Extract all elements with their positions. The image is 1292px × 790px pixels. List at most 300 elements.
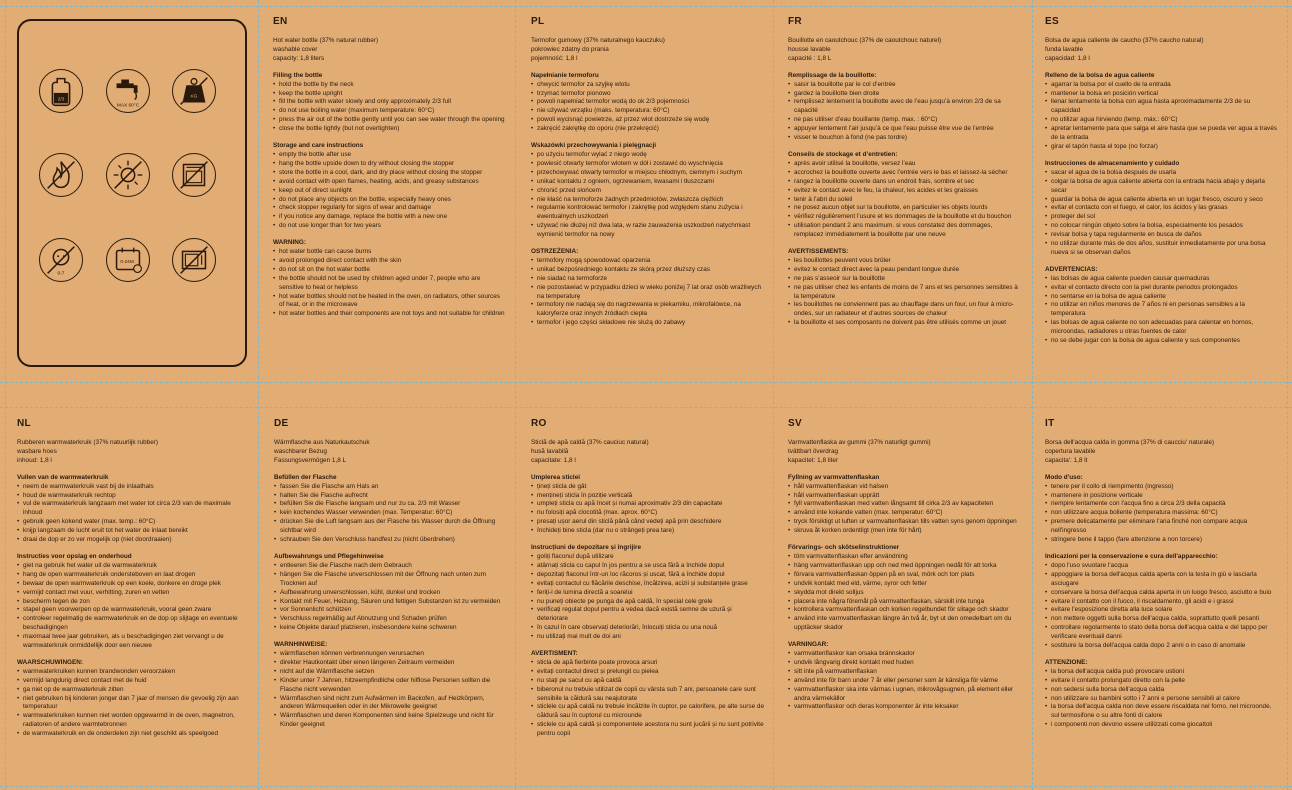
instruction-list — [1045, 562, 1281, 651]
instruction-item: • biberonul nu trebuie utilizat de copii cu vârsta sub 7 ani, persoanele care sunt sensibile la căldură sau neajutorate — [531, 686, 764, 704]
instruction-item: • powoli wycisnąć powietrze, aż przez wlot dostrzeże się wodę — [531, 116, 763, 125]
instruction-item: • houd de warmwaterkruik rechtop — [17, 492, 250, 501]
intro-line: Sticlă de apă caldă (37% cauciuc natural) — [531, 439, 649, 446]
instruction-item: • premere delicatamente per eliminare l'aria finché non compare acqua nell'ingresso — [1045, 518, 1281, 536]
instruction-item: • apretar lentamente para que salga el aire hasta que se pueda ver agua a través de la entrada — [1045, 125, 1281, 143]
section-title: VARNINGAR: — [788, 641, 829, 649]
instruction-item: • Kontakt mit Feuer, Heizung, Säuren und fettigen Substanzen ist zu vermeiden — [274, 598, 507, 607]
instruction-item: • hot water bottles and their components are not toys and not suitable for children — [273, 310, 505, 319]
section-title: Filling the bottle — [273, 71, 323, 79]
instruction-list — [274, 562, 507, 633]
instruction-item: • the bottle should not be used by children aged under 7, people who are sensitive to heat or helpless — [273, 275, 505, 293]
intro-line: Bolsa de agua caliente de caucho (37% caucho natural) — [1045, 37, 1204, 44]
intro-line: Varmvattenflaska av gummi (37% naturligt gummi) — [788, 439, 931, 446]
instruction-item: • la borsa dell'acqua calda può provocare ustioni — [1045, 668, 1281, 677]
instruction-item: • check stopper regularly for signs of wear and damage — [273, 204, 505, 213]
instruction-item: • no utilizar durante más de dos años, sustituir inmediatamente por una bolsa nueva si se observan daños — [1045, 240, 1281, 258]
instruction-item: • în cazul în care observați deteriorări, înlocuiți sticla cu una nouă — [531, 624, 764, 633]
instruction-item: • placera inte några föremål på varmvattenflaskan, särskilt inte tunga — [788, 598, 1022, 607]
instruction-item: • sacar el agua de la bolsa después de usarla — [1045, 169, 1281, 178]
instruction-item: • stringere bene il tappo (fare attenzione a non torcere) — [1045, 536, 1281, 545]
instruction-item: • varmvattenflaskor och deras komponenter är inte leksaker — [788, 703, 1022, 712]
instruction-item: • evitare l'esposizione diretta alla luce solare — [1045, 606, 1281, 615]
instruction-item: • remplissez lentement la bouillotte avec de l’eau jusqu’à environ 2/3 de sa capacité — [788, 98, 1022, 116]
instruction-item: • nie siadać na termoforze — [531, 275, 763, 284]
intro-line: Borsa dell'acqua calda in gomma (37% di caucciu' naturale) — [1045, 439, 1215, 446]
instruction-item: • tryck försiktigt ut luften ur varmvattenflaskan tills vatten syns genom öppningen — [788, 518, 1022, 527]
instruction-item: • hot water bottle can cause burns — [273, 248, 505, 257]
product-intro — [788, 439, 1022, 466]
instruction-item: • evitați contactul direct și prelungit cu pielea — [531, 668, 764, 677]
instruction-section — [273, 142, 505, 231]
instruction-item: • fill the bottle with water slowly and only approximately 2/3 full — [273, 98, 505, 107]
instruction-item: • do not sit on the hot water bottle — [273, 266, 505, 275]
section-title: Remplissage de la bouillotte: — [788, 71, 877, 79]
section-title: WAARSCHUWINGEN: — [17, 658, 84, 666]
instruction-item: • fassen Sie die Flasche am Hals an — [274, 483, 507, 492]
instruction-section — [788, 474, 1022, 536]
intro-line: pojemność: 1,8 l — [531, 54, 578, 62]
instruction-item: • regularnie kontrolować termofor i zakrętkę pod względem stanu zużycia i ewentualnych uszkodzeń — [531, 204, 763, 222]
section-title: Instructies voor opslag en onderhoud — [17, 552, 132, 560]
instruction-item: • giet na gebruik het water uit de warmwaterkruik — [17, 562, 250, 571]
intro-line: tvättbart överdrag — [788, 447, 839, 455]
instruction-item: • las bolsas de agua caliente no son adecuadas para calentar en hornos, microondas, radiadores u otras fuentes de calor — [1045, 319, 1281, 337]
instruction-item: • vermijd contact met vuur, verhitting, zuren en vetten — [17, 589, 250, 598]
instruction-item: • de warmwaterkruik en de onderdelen zijn niet geschikt als speelgoed — [17, 730, 250, 739]
instruction-item: • vul de warmwaterkruik langzaam met water tot circa 2/3 van de maximale inhoud — [17, 500, 250, 518]
instruction-item: • appoggiare la borsa dell'acqua calda aperta con la testa in giù e lasciarla asciugare — [1045, 571, 1281, 589]
instruction-item: • nie kłaść na termoforze żadnych przedmiotów, zwłaszcza ciężkich — [531, 196, 763, 205]
instruction-section — [273, 239, 505, 319]
intro-line: waschbarer Bezug — [274, 447, 327, 455]
product-intro — [1045, 439, 1281, 466]
instruction-section — [1045, 72, 1281, 152]
section-title: Storage and care instructions — [273, 142, 364, 150]
instruction-item: • termofory mogą spowodować oparzenia — [531, 257, 763, 266]
instruction-item: • Kinder unter 7 Jahren, hitzeempfindliche oder hilflose Personen sollten die Flasche nicht verwenden — [274, 677, 507, 695]
instruction-section — [1045, 160, 1281, 258]
instruction-list — [788, 483, 1022, 536]
instruction-item: • sostituire la borsa dell'acqua calda dopo 2 anni o in caso di anomalie — [1045, 642, 1281, 651]
intro-line: Bouillotte en caoutchouc (37% de caoutchouc naturel) — [788, 37, 942, 44]
no-children-under-7-icon — [39, 238, 83, 282]
instruction-item: • przechowywać otwarty termofor w miejscu chłodnym, ciemnym i suchym — [531, 169, 763, 178]
instruction-item: • țineți sticla de gât — [531, 483, 764, 492]
instruction-item: • conservare la borsa dell'acqua calda aperta in un luogo fresco, asciutto e buio — [1045, 589, 1281, 598]
instruction-item: • ga niet op de warmwaterkruik zitten — [17, 686, 250, 695]
instruction-item: • presați ușor aerul din sticlă până când vedeți apă prin deschidere — [531, 518, 764, 527]
instruction-section — [1045, 659, 1281, 730]
instruction-item: • riempire lentamente con l'acqua fino a circa 2/3 della capacità — [1045, 500, 1281, 509]
instruction-item: • sticlele cu apă caldă nu trebuie încălzite în cuptor, pe caloriferе, pe alte surse de căldură sau în cuptorul cu microunde — [531, 703, 764, 721]
product-intro — [17, 439, 250, 466]
no-oven-icon — [172, 153, 216, 197]
instruction-section — [274, 641, 507, 730]
instruction-item: • las bolsas de agua caliente pueden causar quemaduras — [1045, 275, 1281, 284]
intro-line: pokrowiec zdatny do prania — [531, 45, 609, 53]
instruction-item: • trzymać termofor pionowo — [531, 90, 763, 99]
instruction-item: • varmvattenflaskor ska inte värmas i ugnen, mikrovågsugnen, på element eller andra värmekällor — [788, 686, 1022, 704]
instruction-item: • agarrar la bolsa por el cuello de la entrada — [1045, 81, 1281, 90]
instruction-section — [1045, 553, 1281, 651]
instruction-item: • drücken Sie die Luft langsam aus der Flasche bis Wasser durch die Öffnung sichtbar wird — [274, 518, 507, 536]
section-title: Napełnianie termoforu — [531, 71, 599, 79]
intro-line: inhoud: 1,8 l — [17, 456, 52, 464]
instruction-item: • befüllen Sie die Flasche langsam und nur zu ca. 2/3 mit Wasser — [274, 500, 507, 509]
instruction-item: • unikać kontaktu z ogniem, ogrzewaniem, kwasami i tłuszczami — [531, 178, 763, 187]
language-code: EN — [273, 16, 288, 27]
product-intro — [531, 37, 763, 64]
language-column-fr — [788, 16, 1022, 378]
instruction-item: • nu stați pe sacul cu apă caldă — [531, 677, 764, 686]
intro-line: capacity: 1,8 liters — [273, 54, 325, 62]
instruction-item: • termofor i jego części składowe nie służą do zabawy — [531, 319, 763, 328]
instruction-item: • unikać bezpośredniego kontaktu ze skórą przez dłuższy czas — [531, 266, 763, 275]
instruction-item: • bescherm tegen de zon — [17, 598, 250, 607]
language-code: PL — [531, 16, 545, 27]
instruction-item: • appuyer lentement l’air jusqu’à ce que l’eau puisse être vue de l’entrée — [788, 125, 1022, 134]
instruction-item: • rangez la bouillotte ouverte dans un endroit frais, sombre et sec — [788, 178, 1022, 187]
instruction-item: • Verschluss regelmäßig auf Abnutzung und Schaden prüfen — [274, 615, 507, 624]
instruction-item: • nie pozostawiać w przypadku dzieci w wieku poniżej 7 lat oraz osób wrażliwych na temperaturę — [531, 284, 763, 302]
instruction-item: • nu utilizați mai mult de doi ani — [531, 633, 764, 642]
instruction-section — [273, 72, 505, 134]
instruction-item: • zakręcić zakrętkę do oporu (nie przekręcić) — [531, 125, 763, 134]
instruction-item: • termofory nie nadają się do nagrzewania w piekarniku, mikrofalówce, na kaloryferze oraz innych źródłach ciepła — [531, 301, 763, 319]
instruction-item: • controleer regelmatig de warmwaterkruik en de dop op slijtage en eventuele beschadigingen — [17, 615, 250, 633]
intro-line: washable cover — [273, 45, 318, 53]
product-intro — [531, 439, 764, 466]
section-title: WARNING: — [273, 239, 307, 247]
intro-line: Wärmflasche aus Naturkautschuk — [274, 439, 370, 446]
instruction-list — [273, 151, 505, 231]
instruction-section — [788, 248, 1022, 328]
language-code: ES — [1045, 16, 1059, 27]
instruction-item: • close the bottle tightly (but not overtighten) — [273, 125, 505, 134]
instruction-item: • empty the bottle after use — [273, 151, 505, 160]
instruction-item: • powoli napełniać termofor wodą do ok 2/3 pojemności — [531, 98, 763, 107]
instruction-item: • kein kochendes Wasser verwenden (max. Temperatur: 60°C) — [274, 509, 507, 518]
instruction-section — [1045, 474, 1281, 545]
instruction-section — [17, 659, 250, 739]
instruction-item: • tenir à l’abri du soleil — [788, 196, 1022, 205]
instruction-item: • ne posez aucun objet sur la bouillotte, en particulier les objets lourds — [788, 204, 1022, 213]
svg-text:2/3: 2/3 — [57, 97, 65, 103]
instruction-item: • använd inte kokande vatten (max. temperatur: 60°C) — [788, 509, 1022, 518]
no-fire-icon — [39, 153, 83, 197]
instruction-item: • verificați regulat dopul pentru a vedea dacă există semne de uzură și deteriorare — [531, 606, 764, 624]
section-title: Relleno de la bolsa de agua caliente — [1045, 71, 1155, 79]
language-code: RO — [531, 418, 547, 429]
instruction-item: • no sentarse en la bolsa de agua caliente — [1045, 293, 1281, 302]
no-sun-icon — [106, 153, 150, 197]
instruction-section — [788, 544, 1022, 633]
instruction-item: • vérifiez régulièrement l’usure et les dommages de la bouillotte et du bouchon — [788, 213, 1022, 222]
instruction-item: • goliți flaconul după utilizare — [531, 553, 764, 562]
language-column-ro — [531, 418, 764, 784]
instruction-item: • ne pas utiliser d’eau bouillante (temp. max. : 60°C) — [788, 116, 1022, 125]
instruction-section — [788, 72, 1022, 143]
instruction-list — [788, 553, 1022, 633]
instruction-item: • undvik långvarig direkt kontakt med huden — [788, 659, 1022, 668]
instruction-item: • guardar la bolsa de agua caliente abierta en un lugar fresco, oscuro y seco — [1045, 196, 1281, 205]
section-title: OSTRZEŻENIA: — [531, 248, 579, 256]
svg-text:0-7: 0-7 — [57, 271, 65, 277]
instruction-item: • Wärmflaschen sind nicht zum Aufwärmen im Backofen, auf Heizkörpern, anderen Wärmequellen oder in der Mikrowelle geeignet — [274, 695, 507, 713]
instruction-section — [788, 641, 1022, 712]
intro-line: capacité : 1,8 L — [788, 54, 832, 62]
instruction-item: • nu folosiți apă clocotită (max. aprox. 60°C) — [531, 509, 764, 518]
instruction-item: • les bouillottes ne conviennent pas au chauffage dans un four, un four à micro-ondes, sur un radiateur et d’autres sources de chaleur — [788, 301, 1022, 319]
instruction-list — [17, 668, 250, 739]
instruction-item: • saisir la bouillotte par le col d’entrée — [788, 81, 1022, 90]
instruction-section — [274, 553, 507, 633]
product-intro — [788, 37, 1022, 64]
instruction-item: • no se debe jugar con la bolsa de agua caliente y sus componentes — [1045, 337, 1281, 346]
instruction-item: • maximaal twee jaar gebruiken, als u beschadigingen ziet vervangt u de warmwaterkruik onmiddellijk door een nieuwe — [17, 633, 250, 651]
instruction-list — [274, 650, 507, 730]
instruction-item: • używać nie dłużej niż dwa lata, w razie zauważenia uszkodzeń natychmiast wymienić termofor na nowy — [531, 222, 763, 240]
intro-line: housse lavable — [788, 45, 831, 53]
instruction-list — [1045, 668, 1281, 730]
instruction-section — [1045, 266, 1281, 346]
instruction-item: • press the air out of the bottle gently until you can see water through the opening — [273, 116, 505, 125]
instruction-item: • do not place any objects on the bottle, especially heavy ones — [273, 196, 505, 205]
section-title: Wskazówki przechowywania i pielęgnacji — [531, 142, 657, 150]
section-title: Instrucțiuni de depozitare și îngrijire — [531, 544, 642, 552]
instruction-item: • entleeren Sie die Flasche nach dem Gebrauch — [274, 562, 507, 571]
instruction-item: • do not use boiling water (maximum temperature: 60°C) — [273, 107, 505, 116]
instruction-item: • do not use longer than for two years — [273, 222, 505, 231]
instruction-item: • les bouillottes peuvent vous brûler — [788, 257, 1022, 266]
language-code: SV — [788, 418, 802, 429]
instruction-item: • llenar lentamente la bolsa con agua hasta aproximadamente 2/3 de su capacidad — [1045, 98, 1281, 116]
instruction-item: • avoid contact with open flames, heating, acids, and greasy substances — [273, 178, 505, 187]
section-title: Indicazioni per la conservazione e cura dell'apparecchio: — [1045, 552, 1218, 560]
instruction-item: • non mettere oggetti sulla borsa dell'acqua calda, soprattutto quelli pesanti — [1045, 615, 1281, 624]
instruction-item: • direkter Hautkontakt über einen längeren Zeitraum vermeiden — [274, 659, 507, 668]
language-column-sv — [788, 418, 1022, 784]
instruction-item: • hot water bottles should not be heated in the oven, on radiators, other sources of heat, or in the microwave — [273, 293, 505, 311]
instruction-item: • après avoir utilisé la bouillotte, versez l’eau — [788, 160, 1022, 169]
instruction-item: • vermijd langdurig direct contact met de huid — [17, 677, 250, 686]
instruction-item: • atârnați sticla cu capul în jos pentru a se usca fără a închide dopul — [531, 562, 764, 571]
instruction-list — [531, 257, 763, 328]
instruction-item: • warmwaterkruiken kunnen niet worden opgewarmd in de oven, magnetron, radiatoren of andere warmtebronnen — [17, 712, 250, 730]
intro-line: kapacitet: 1,8 liter — [788, 456, 839, 464]
instruction-section — [531, 544, 764, 642]
intro-line: capacitate: 1,8 l — [531, 456, 576, 464]
instruction-list — [17, 483, 250, 545]
instruction-item: • förvara varmvattenflaskan öppen på en sval, mörk och torr plats — [788, 571, 1022, 580]
instruction-section — [788, 151, 1022, 240]
instruction-list — [1045, 169, 1281, 258]
instruction-item: • halten Sie die Flasche aufrecht — [274, 492, 507, 501]
instruction-item: • hängen Sie die Flasche unverschlossen mit der Öffnung nach unten zum Trocknen auf — [274, 571, 507, 589]
pictogram-panel — [17, 19, 247, 367]
instruction-item: • store the bottle in a cool, dark, and dry place without closing the stopper — [273, 169, 505, 178]
instruction-item: • gebruik geen kokend water (max. temp.: 60°C) — [17, 518, 250, 527]
instruction-item: • no colocar ningún objeto sobre la bolsa, especialmente los pesados — [1045, 222, 1281, 231]
instruction-item: • girar el tapón hasta el tope (no forzar) — [1045, 143, 1281, 152]
intro-line: capacidad: 1,8 l — [1045, 54, 1090, 62]
section-title: Fyllning av varmvattenflaskan — [788, 473, 880, 481]
instruction-item: • häng varmvattenflaskan upp och ned med öppningen nedåt för att torka — [788, 562, 1022, 571]
instruction-item: • avoid prolonged direct contact with the skin — [273, 257, 505, 266]
instruction-item: • dopo l'uso svuotare l'acqua — [1045, 562, 1281, 571]
instruction-item: • depozitați flaconul într-un loc răcoros și uscat, fără a închide dopul — [531, 571, 764, 580]
instruction-list — [1045, 81, 1281, 152]
instruction-item: • evitați contactul cu flăcările deschise, încălzirea, acizii și substanțele grase — [531, 580, 764, 589]
language-code: FR — [788, 16, 802, 27]
instruction-item: • visser le bouchon à fond (ne pas tordre) — [788, 134, 1022, 143]
instruction-item: • mantenere in posizione verticale — [1045, 492, 1281, 501]
instruction-list — [1045, 275, 1281, 346]
intro-line: Hot water bottle (37% natural rubber) — [273, 37, 379, 44]
instruction-item: • revisar bolsa y tapa regularmente en busca de daños — [1045, 231, 1281, 240]
instruction-item: • warmwaterkruiken kunnen brandwonden veroorzaken — [17, 668, 250, 677]
instruction-item: • mențineți sticla în poziție verticală — [531, 492, 764, 501]
section-title: ADVERTENCIAS: — [1045, 265, 1098, 273]
instruction-item: • stapel geen voorwerpen op de warmwaterkruik, vooral geen zware — [17, 606, 250, 615]
instruction-item: • gardez la bouillotte bien droite — [788, 90, 1022, 99]
instruction-item: • sticla de apă fierbinte poate provoca arsuri — [531, 659, 764, 668]
instruction-item: • feriți-l de lumina directă a soarelui — [531, 589, 764, 598]
instruction-item: • non utilizzare su bambini sotto i 7 anni e persone sensibili al calore — [1045, 695, 1281, 704]
max-temperature-tap-icon — [106, 69, 150, 113]
instruction-item: • använd inte varmvattenflaskan längre än två år, byt ut den omedelbart om du upptäcker skador — [788, 615, 1022, 633]
instruction-item: • mantener la bolsa en posición vertical — [1045, 90, 1281, 99]
intro-line: Fassungsvermögen 1,8 L — [274, 456, 347, 464]
instruction-list — [531, 483, 764, 536]
language-column-de — [274, 418, 507, 784]
product-intro — [273, 37, 505, 64]
instruction-section — [531, 72, 763, 134]
instruction-item: • ne pas utiliser chez les enfants de moins de 7 ans et les personnes sensibles à la température — [788, 284, 1022, 302]
instruction-item: • i componenti non devono essere utilizzati come giocattoli — [1045, 721, 1281, 730]
instruction-item: • închideți bine sticla (dar nu o strângeți prea tare) — [531, 527, 764, 536]
instruction-list — [788, 650, 1022, 712]
intro-line: Termofor gumowy (37% naturalnego kauczuku) — [531, 37, 665, 44]
instruction-item: • evitar el contacto directo con la piel durante periodos prolongados — [1045, 284, 1281, 293]
instruction-item: • neem de warmwaterkruik vast bij de inlaathals — [17, 483, 250, 492]
section-title: Conseils de stockage et d’entretien: — [788, 150, 898, 158]
language-code: DE — [274, 418, 289, 429]
instruction-item: • keep out of direct sunlight — [273, 187, 505, 196]
instruction-section — [274, 474, 507, 545]
instruction-item: • använd inte för barn under 7 år eller personer som är känsliga för värme — [788, 677, 1022, 686]
section-title: Aufbewahrungs und Pflegehinweise — [274, 552, 384, 560]
instruction-section — [17, 474, 250, 545]
instruction-item: • sitt inte på varmvattenflaskan — [788, 668, 1022, 677]
section-title: AVERTISSEMENTS: — [788, 248, 849, 256]
instruction-item: • proteger del sol — [1045, 213, 1281, 222]
product-intro — [274, 439, 507, 466]
instruction-item: • chwycić termofor za szyjkę wlotu — [531, 81, 763, 90]
language-column-es — [1045, 16, 1281, 378]
instruction-item: • varmvattenflaskor kan orsaka brännskador — [788, 650, 1022, 659]
instruction-item: • knijp langzaam de lucht eruit tot het water de inlaat bereikt — [17, 527, 250, 536]
instruction-item: • nicht auf die Wärmflasche setzen — [274, 668, 507, 677]
instruction-item: • håll varmvattenflaskan vid halsen — [788, 483, 1022, 492]
instruction-list — [788, 160, 1022, 240]
instruction-item: • po użyciu termofor wylać z niego wodę — [531, 151, 763, 160]
instruction-item: • hang the bottle upside down to dry without closing the stopper — [273, 160, 505, 169]
instruction-item: • accrochez la bouillotte ouverte avec l’entrée vers le bas et laissez-la sécher — [788, 169, 1022, 178]
instruction-item: • evitare il contatto con il fuoco, il riscaldamento, gli acidi e i grassi — [1045, 598, 1281, 607]
instruction-list — [531, 81, 763, 134]
no-microwave-icon — [172, 238, 216, 282]
instruction-item: • fyll varmvattenflaskan med vatten långsamt till cirka 2/3 av kapaciteten — [788, 500, 1022, 509]
instruction-section — [531, 474, 764, 536]
instruction-item: • bewaar de open warmwaterkruik op een koele, donkere en droge plek — [17, 580, 250, 589]
section-title: Befüllen der Flasche — [274, 473, 337, 481]
instruction-item: • wärmflaschen können verbrennungen verursachen — [274, 650, 507, 659]
language-code: IT — [1045, 418, 1055, 429]
instruction-item: • no utilizar en niños menores de 7 años ni en personas sensibles a la temperatura — [1045, 301, 1281, 319]
instruction-item: • hold the bottle by the neck — [273, 81, 505, 90]
intro-line: copertura lavabile — [1045, 447, 1096, 455]
instruction-item: • keep the bottle upright — [273, 90, 505, 99]
section-title: Instrucciones de almacenamiento y cuidado — [1045, 159, 1180, 167]
section-title: ATTENZIONE: — [1045, 658, 1088, 666]
language-column-en — [273, 16, 505, 378]
instruction-section — [531, 142, 763, 240]
instruction-item: • hang de open warmwaterkruik ondersteboven en laat drogen — [17, 571, 250, 580]
section-title: Vullen van de warmwaterkruik — [17, 473, 109, 481]
instruction-item: • töm varmvattenflaskan efter användning — [788, 553, 1022, 562]
svg-text:KG: KG — [190, 94, 198, 100]
instruction-list — [274, 483, 507, 545]
instruction-item: • niet gebruiken bij kinderen jonger dan 7 jaar of mensen die gevoelig zijn aan temperatuur — [17, 695, 250, 713]
instruction-item: • tenere per il collo di riempimento (ingresso) — [1045, 483, 1281, 492]
instruction-list — [531, 151, 763, 240]
instruction-item: • evitar el contacto con el fuego, el calor, los ácidos y las grasas — [1045, 204, 1281, 213]
svg-text:MAX 60°C: MAX 60°C — [116, 103, 140, 109]
instruction-item: • evitez le contact direct avec la peau pendant longue durée — [788, 266, 1022, 275]
product-intro — [1045, 37, 1281, 64]
instruction-list — [531, 659, 764, 739]
instruction-item: • umpleți sticla cu apă încet și numai aproximativ 2/3 din capacitate — [531, 500, 764, 509]
instruction-item: • chronić przed słońcem — [531, 187, 763, 196]
section-title: AVERTISMENT: — [531, 650, 578, 658]
instruction-item: • nie używać wrzątku (maks. temperatura: 60°C) — [531, 107, 763, 116]
instruction-item: • vor Sonnenlicht schützen — [274, 606, 507, 615]
instruction-item: • skruva åt korken ordentligt (men inte för hårt) — [788, 527, 1022, 536]
instruction-item: • undvik kontakt med eld, värme, syror och fetter — [788, 580, 1022, 589]
instruction-list — [788, 81, 1022, 143]
max-2-years-calendar-icon — [106, 238, 150, 282]
instruction-list — [17, 562, 250, 651]
section-title: Umplerea sticlei — [531, 473, 581, 481]
svg-text:0-24M: 0-24M — [120, 259, 134, 265]
instruction-section — [17, 553, 250, 651]
instruction-list — [788, 257, 1022, 328]
instruction-item: • håll varmvattenflaskan upprätt — [788, 492, 1022, 501]
instruction-section — [531, 650, 764, 739]
instruction-item: • schrauben Sie den Verschluss handfest zu (nicht überdrehen) — [274, 536, 507, 545]
instruction-item: • nu puneți obiecte pe punga de apă caldă, în special cele grele — [531, 598, 764, 607]
instruction-item: • evitez le contact avec le feu, la chaleur, les acides et les graisses — [788, 187, 1022, 196]
intro-line: Rubberen warmwaterkruik (37% natuurlijk rubber) — [17, 439, 159, 446]
instruction-list — [1045, 483, 1281, 545]
section-title: Modo d'uso: — [1045, 473, 1083, 481]
instruction-item: • la borsa dell'acqua calda non deve essere riscaldata nel forno, nel microonde, sul termosifone o su altre fonti di calore — [1045, 703, 1281, 721]
instruction-item: • evitare il contatto prolungato diretto con la pelle — [1045, 677, 1281, 686]
intro-line: capacita': 1,8 lt — [1045, 456, 1088, 464]
instruction-item: • skydda mot direkt solljus — [788, 589, 1022, 598]
